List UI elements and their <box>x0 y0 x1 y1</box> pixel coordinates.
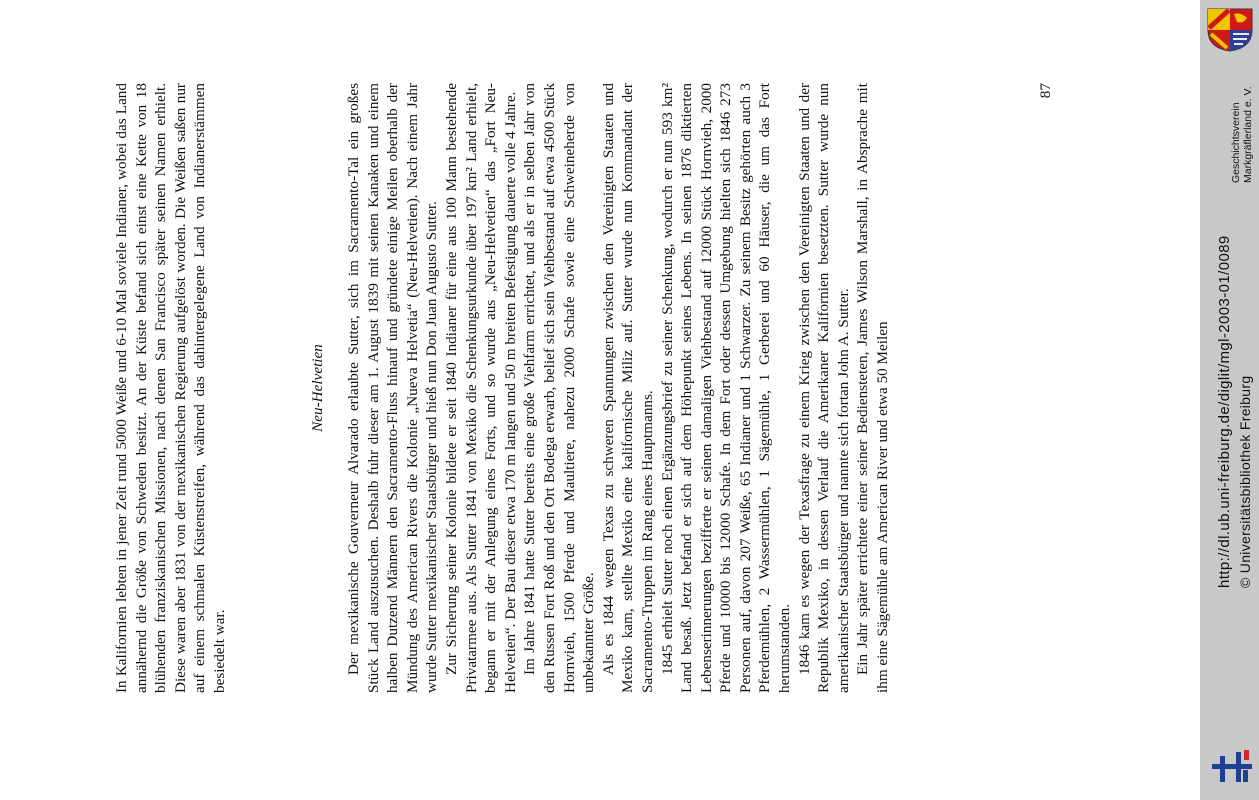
verein-line-1: Geschichtsverein <box>1230 102 1242 183</box>
ub-freiburg-logo-icon <box>1210 748 1254 784</box>
coat-of-arms-icon <box>1207 8 1253 52</box>
verein-label <box>1230 87 1254 184</box>
verein-line-2: Markgräflerland e. V. <box>1242 86 1254 183</box>
paragraph: Ein Jahr später errichtete einer seiner Bediensteten, James Wilson Marshall, in Absprache mit ihm eine Sägemühle am American River und etwa 50 Meilen <box>854 83 892 693</box>
copyright-text: © Universitätsbibliothek Freiburg <box>1237 375 1253 588</box>
paragraph: Der mexikanische Gouverneur Alvarado erlaubte Sutter, sich im Sacramento-Tal ein großes Stück Land auszusuchen. Deshalb fuhr dieser am 1. August 1839 mit seinen Kanaken und einem halben Dutzend Männern den Sacramento-Fluss hinauf und gründete einige Meilen oberhalb der Mündung des American Rivers die Kolonie „Nueva Helvetia“ (Neu-Helvetien). Nach einem Jahr wurde Sutter mexikanischer Staatsbürger und hieß nun Don Juan Augusto Sutter. <box>345 83 441 693</box>
paragraph: Zur Sicherung seiner Kolonie bildete er seit 1840 Indianer für eine aus 100 Mann bestehende Privatarmee aus. Als Sutter 1841 von Mexiko die Schenkungsurkunde über 197 km² Land erhielt, begann er mit der Anlegung eines Forts, und so wurde aus „Neu-Helvetien“ das „Fort Neu-Helvetien“. Der Bau dieser etwa 170 m langen und 50 m breiten Befestigung dauerte volle 4 Jahre. <box>442 83 519 693</box>
page-number: 87 <box>1037 83 1054 99</box>
intro-paragraph: In Kalifornien lebten in jener Zeit rund 5000 Weiße und 6-10 Mal soviele Indianer, wobei das Land annähernd die Größe von Schweden besitzt. An der Küste befand sich einst eine Kette von 18 blühenden franziskanischen Missionen, nach denen San Francisco später seinen Namen erhielt. Diese waren aber 1831 von der mexikanischen Regierung aufgelöst worden. Die Weißen saßen nur auf einem schmalen Küstenstreifen, während das dahintergelegene Land von Indianerstämmen besiedelt war. <box>113 83 228 693</box>
paragraph: Im Jahre 1841 hatte Sutter bereits eine große Viehfarm errichtet, und als er in selben Jahr von den Russen Fort Roß und den Ort Bodega erwarb, belief sich sein Viehbestand auf etwa 4500 Stück Hornvieh, 1500 Pferde und Maultiere, nahezu 2000 Schafe sowie eine Schweineherde von unbekannter Größe. <box>521 83 598 693</box>
paragraph: 1845 erhielt Sutter noch einen Ergänzungsbrief zu seiner Schenkung, wodurch er nun 593 km² Land besaß. Jetzt befand er sich auf dem Höhepunkt seines Lebens. In seinen 1876 diktierten Lebenserinnerungen bezifferte er seinen damaligen Viehbestand auf 12000 Stück Hornvieh, 2000 Pferde und 10000 bis 12000 Schafe. In dem Fort oder dessen Umgebung hielten sich 1846 273 Personen auf, davon 207 Weiße, 65 Indianer und 1 Schwarzer. Zu seinem Besitz gehörten auch 3 Pferdemühlen, 2 Wassermühlen, 1 Sägemühle, 1 Gerberei und 60 Häuser, die um das Fort herumstanden. <box>658 83 794 693</box>
document-page <box>112 83 1072 693</box>
intro-section <box>112 83 230 693</box>
permalink-url[interactable]: http://dl.ub.uni-freiburg.de/diglit/mgl-2003-01/0089 <box>1216 235 1233 588</box>
section-body <box>344 83 893 693</box>
section-heading: Neu-Helvetien <box>309 344 326 432</box>
paragraph: 1846 kam es wegen der Texasfrage zu einem Krieg zwischen den Vereinigten Staaten und der Republik Mexiko, in dessen Verlauf die Amerikaner Kalifornien besetzten. Sutter wurde nun amerikanischer Staatsbürger und nannte sich fortan John A. Sutter. <box>795 83 852 693</box>
paragraph: Als es 1844 wegen Texas zu schweren Spannungen zwischen den Vereinigten Staaten und Mexiko kam, stellte Mexiko eine kalifornische Miliz auf. Sutter wurde nun Kommandant der Sacramento-Truppen im Rang eines Hauptmanns. <box>599 83 656 693</box>
